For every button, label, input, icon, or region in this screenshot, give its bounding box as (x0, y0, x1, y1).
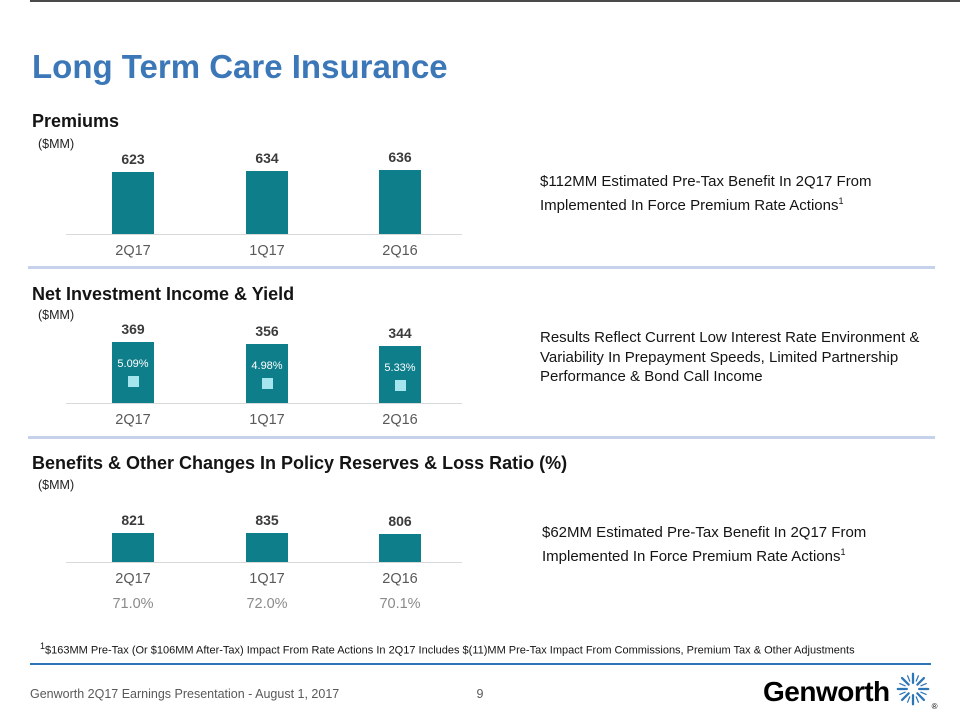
page-number: 9 (476, 687, 484, 701)
page-title: Long Term Care Insurance (32, 48, 448, 85)
callout-net-investment-income-text: Results Reflect Current Low Interest Rate Environment & Variability In Prepayment Speeds, Limited Partnership Performance & Bond Call Income (540, 329, 920, 385)
callout-premiums (540, 172, 948, 215)
yield-label: 4.98% (251, 360, 283, 372)
bar-value-label: 806 (388, 513, 412, 529)
net-investment-income-bar-chart (60, 318, 470, 430)
category-label: 2Q17 (115, 571, 151, 587)
bar-value-label: 835 (255, 512, 279, 528)
benefits-bar-chart (60, 505, 470, 615)
premiums-bar-chart (60, 150, 470, 268)
section-divider-1 (28, 266, 935, 269)
bar (379, 170, 421, 234)
callout-benefits (542, 523, 950, 566)
category-label: 2Q16 (382, 571, 418, 587)
category-label: 2Q16 (382, 412, 418, 428)
bar-value-label: 636 (388, 149, 412, 165)
axis-baseline (66, 234, 462, 235)
loss-ratio-label: 70.1% (379, 596, 421, 612)
bar-value-label: 356 (255, 323, 279, 339)
footer-presentation-label: Genworth 2Q17 Earnings Presentation - August 1, 2017 (30, 687, 340, 701)
bar (112, 533, 154, 562)
bar (246, 533, 288, 562)
footnote-text: $163MM Pre-Tax (Or $106MM After-Tax) Impact From Rate Actions In 2Q17 Includes $(11)MM Pre-Tax Impact From Commissions, Premium Tax & Other Adjustments (45, 644, 855, 657)
unit-label-net-investment-income: ($MM) (38, 308, 75, 322)
genworth-logo (763, 670, 938, 713)
yield-marker (128, 376, 139, 387)
bar-value-label: 344 (388, 325, 412, 341)
category-label: 2Q17 (115, 243, 151, 259)
callout-premiums-text: $112MM Estimated Pre-Tax Benefit In 2Q17 From Implemented In Force Premium Rate Actions (540, 173, 872, 214)
category-label: 2Q17 (115, 412, 151, 428)
callout-net-investment-income (540, 328, 948, 387)
section-heading-benefits: Benefits & Other Changes In Policy Reserves & Loss Ratio (%) (32, 453, 568, 473)
yield-label: 5.33% (384, 362, 416, 374)
bar (379, 534, 421, 562)
callout-benefits-text: $62MM Estimated Pre-Tax Benefit In 2Q17 From Implemented In Force Premium Rate Actions (542, 524, 867, 565)
category-label: 1Q17 (249, 412, 285, 428)
bar (112, 172, 154, 234)
axis-baseline (66, 562, 462, 563)
loss-ratio-label: 71.0% (112, 596, 154, 612)
bar-value-label: 821 (121, 512, 145, 528)
bar-value-label: 634 (255, 150, 279, 166)
top-divider (30, 0, 960, 2)
axis-baseline (66, 403, 462, 404)
registered-trademark-symbol: ® (931, 702, 938, 711)
footer-divider (30, 663, 931, 665)
bar (246, 344, 288, 403)
section-heading-net-investment-income: Net Investment Income & Yield (32, 284, 295, 304)
section-heading-premiums: Premiums (32, 111, 120, 131)
unit-label-benefits: ($MM) (38, 478, 75, 492)
section-divider-2 (28, 436, 935, 439)
yield-label: 5.09% (117, 358, 149, 370)
footnote-ref: 1 (40, 641, 46, 651)
bar (379, 346, 421, 403)
yield-marker (262, 378, 273, 389)
genworth-starburst-icon (894, 670, 932, 713)
category-label: 1Q17 (249, 243, 285, 259)
yield-marker (395, 380, 406, 391)
bar-value-label: 623 (121, 151, 145, 167)
bar (112, 342, 154, 403)
category-label: 2Q16 (382, 243, 418, 259)
bar (246, 171, 288, 234)
loss-ratio-label: 72.0% (246, 596, 288, 612)
genworth-logo-text: Genworth (763, 675, 890, 707)
unit-label-premiums: ($MM) (38, 137, 75, 151)
callout-premiums-footnote-ref: 1 (838, 195, 844, 206)
category-label: 1Q17 (249, 571, 285, 587)
footnote (40, 641, 935, 657)
bar-value-label: 369 (121, 321, 145, 337)
callout-benefits-footnote-ref: 1 (840, 546, 846, 557)
